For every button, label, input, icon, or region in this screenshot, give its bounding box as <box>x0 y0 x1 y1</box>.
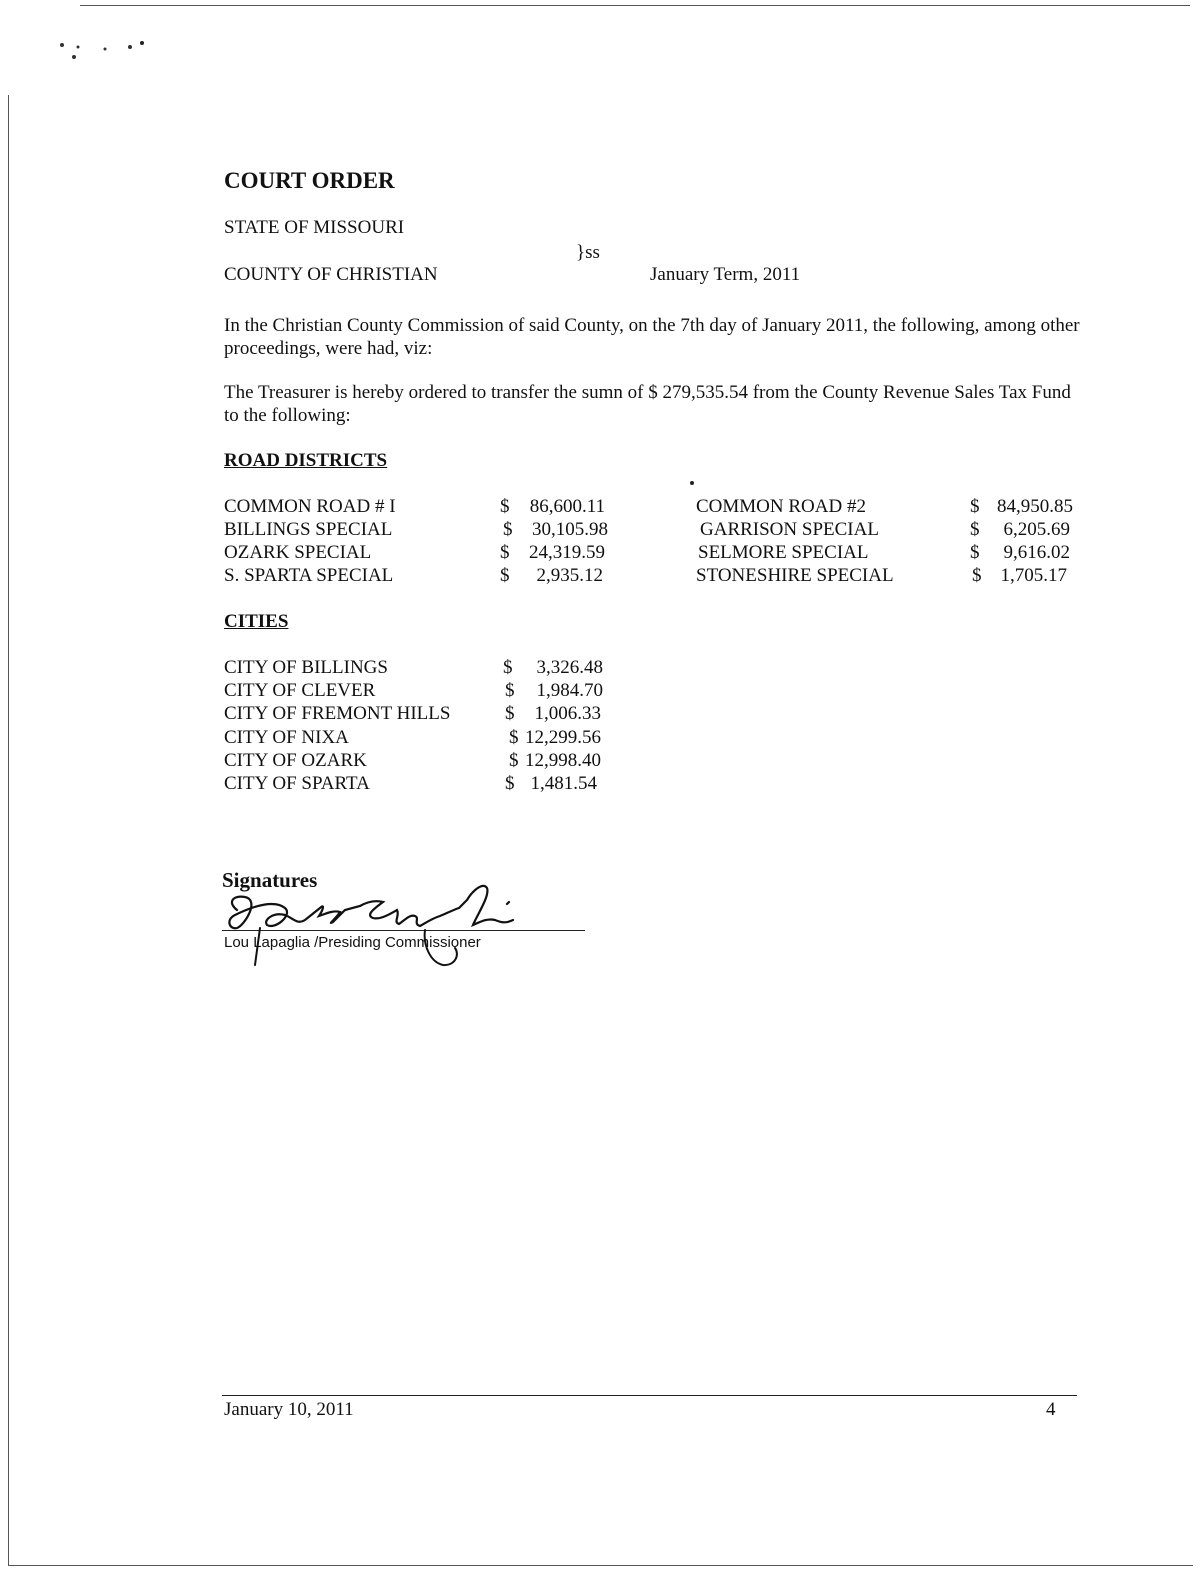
city-5-name: CITY OF SPARTA <box>224 773 370 794</box>
road-right-2-amount: 9,616.02 <box>1003 542 1070 563</box>
city-2-amount: 1,006.33 <box>534 703 601 724</box>
city-4-amount: 12,998.40 <box>525 750 601 771</box>
scan-edge-left <box>8 95 9 1565</box>
road-left-1-name: BILLINGS SPECIAL <box>224 519 393 540</box>
footer-date: January 10, 2011 <box>224 1399 354 1420</box>
road-left-2-amount: 24,319.59 <box>529 542 605 563</box>
city-0-name: CITY OF BILLINGS <box>224 657 388 678</box>
city-1-amount: 1,984.70 <box>536 680 603 701</box>
scan-specks <box>50 35 160 75</box>
road-right-1-dollar: $ <box>970 519 980 540</box>
city-5-amount: 1,481.54 <box>530 773 597 794</box>
intro-paragraph: In the Christian County Commission of said County, on the 7th day of January 2011, the following, among other proceedings, were had, viz: <box>224 315 1080 359</box>
handwritten-signature <box>215 870 545 970</box>
road-left-0-dollar: $ <box>500 496 510 517</box>
speck-dot <box>690 481 694 485</box>
city-3-amount: 12,299.56 <box>525 727 601 748</box>
city-3-dollar: $ <box>509 727 519 748</box>
city-4-name: CITY OF OZARK <box>224 750 367 771</box>
city-3-name: CITY OF NIXA <box>224 727 349 748</box>
city-2-name: CITY OF FREMONT HILLS <box>224 703 451 724</box>
road-right-3-dollar: $ <box>972 565 982 586</box>
city-4-dollar: $ <box>509 750 519 771</box>
road-right-1-name: GARRISON SPECIAL <box>700 519 879 540</box>
footer-rule <box>222 1395 1077 1396</box>
road-right-0-dollar: $ <box>970 496 980 517</box>
city-2-dollar: $ <box>505 703 515 724</box>
road-right-2-name: SELMORE SPECIAL <box>698 542 869 563</box>
road-right-1-amount: 6,205.69 <box>1003 519 1070 540</box>
page-number: 4 <box>1046 1399 1056 1420</box>
city-5-dollar: $ <box>505 773 515 794</box>
road-left-0-name: COMMON ROAD # I <box>224 496 396 517</box>
road-left-1-dollar: $ <box>503 519 513 540</box>
signatures-heading: Signatures <box>222 868 318 892</box>
road-right-2-dollar: $ <box>970 542 980 563</box>
order-paragraph: The Treasurer is hereby ordered to transfer the sumn of $ 279,535.54 from the County Revenue Sales Tax Fund to the following: <box>224 382 1071 426</box>
road-left-0-amount: 86,600.11 <box>529 496 605 517</box>
road-districts-heading: ROAD DISTRICTS <box>224 450 388 471</box>
road-right-0-name: COMMON ROAD #2 <box>696 496 866 517</box>
road-left-3-amount: 2,935.12 <box>536 565 603 586</box>
state-line: STATE OF MISSOURI <box>224 217 405 238</box>
scan-edge-bottom <box>8 1565 1193 1566</box>
city-1-name: CITY OF CLEVER <box>224 680 376 701</box>
road-right-3-amount: 1,705.17 <box>1000 565 1067 586</box>
county-line: COUNTY OF CHRISTIAN <box>224 264 438 285</box>
city-1-dollar: $ <box>505 680 515 701</box>
road-right-3-name: STONESHIRE SPECIAL <box>696 565 894 586</box>
ss-mark: }ss <box>576 242 600 263</box>
city-0-dollar: $ <box>503 657 513 678</box>
term-line: January Term, 2011 <box>650 264 801 285</box>
road-right-0-amount: 84,950.85 <box>997 496 1073 517</box>
road-left-1-amount: 30,105.98 <box>532 519 608 540</box>
road-left-3-dollar: $ <box>500 565 510 586</box>
cities-heading: CITIES <box>224 611 289 632</box>
road-left-2-dollar: $ <box>500 542 510 563</box>
city-0-amount: 3,326.48 <box>536 657 603 678</box>
document-title: COURT ORDER <box>224 168 395 193</box>
scan-edge-top <box>80 5 1190 6</box>
road-left-3-name: S. SPARTA SPECIAL <box>224 565 394 586</box>
road-left-2-name: OZARK SPECIAL <box>224 542 372 563</box>
signer-title: Lou Lapaglia /Presiding Commissioner <box>224 934 481 951</box>
